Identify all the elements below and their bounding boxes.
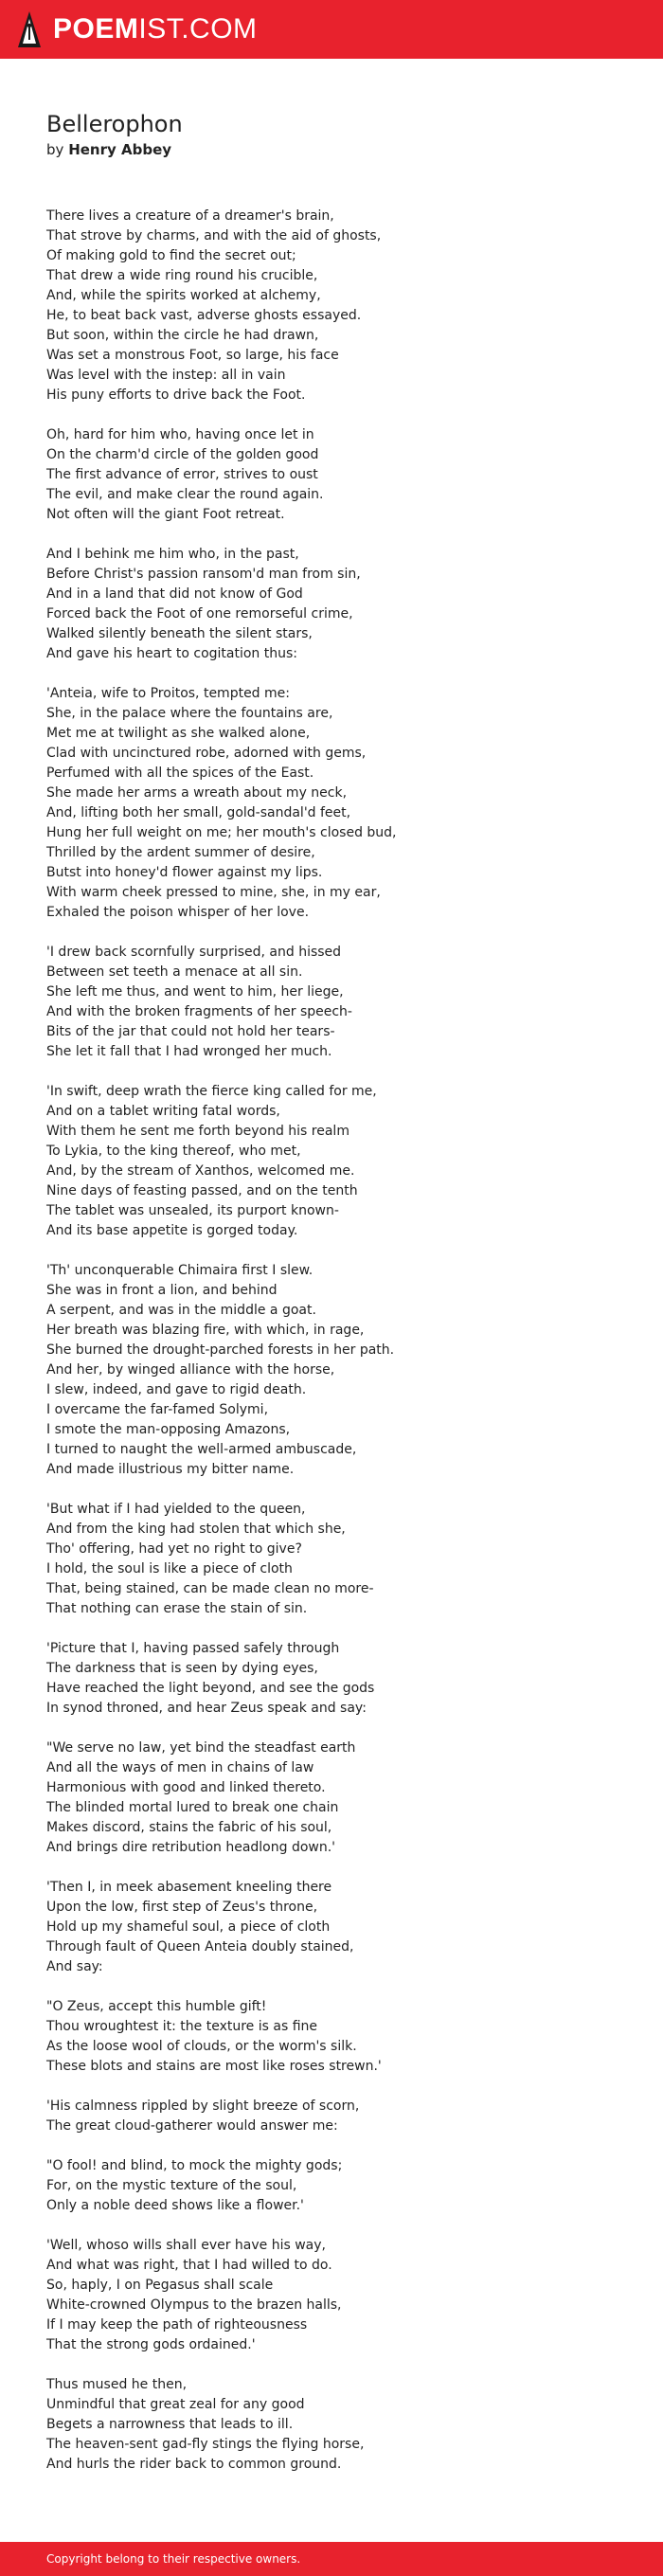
poem-line: With warm cheek pressed to mine, she, in my ear, [46, 885, 381, 900]
poem-line: Of making gold to find the secret out; [46, 248, 296, 263]
poem-line: In synod throned, and hear Zeus speak and say: [46, 1701, 367, 1716]
poem-line: She made her arms a wreath about my neck, [46, 785, 348, 801]
poem-line: As the loose wool of clouds, or the worm's silk. [46, 2039, 357, 2054]
poem-line: Perfumed with all the spices of the East. [46, 766, 314, 781]
poem-line: The evil, and make clear the round again. [46, 487, 324, 502]
poem-line: I slew, indeed, and gave to rigid death. [46, 1382, 307, 1397]
poem-line: I overcame the far-famed Solymi, [46, 1402, 269, 1417]
poem-line: With them he sent me forth beyond his realm [46, 1124, 349, 1139]
poem-line: Hold up my shameful soul, a piece of cloth [46, 1919, 331, 1935]
poem-line: And gave his heart to cogitation thus: [46, 646, 297, 661]
poem-stanza [46, 1878, 634, 1977]
poem-line: I hold, the soul is like a piece of cloth [46, 1561, 293, 1576]
poem-line: "We serve no law, yet bind the steadfast earth [46, 1740, 356, 1756]
poem-line: 'Then I, in meek abasement kneeling there [46, 1880, 332, 1895]
poem-line: She was in front a lion, and behind [46, 1283, 278, 1298]
poem-line: 'I drew back scornfully surprised, and hissed [46, 945, 342, 960]
poem-line: Was set a monstrous Foot, so large, his face [46, 348, 339, 363]
poem-line: White-crowned Olympus to the brazen halls, [46, 2297, 342, 2313]
poem-stanza [46, 425, 634, 525]
poem-line: Tho' offering, had yet no right to give? [46, 1541, 302, 1557]
poem-line: Walked silently beneath the silent stars, [46, 626, 313, 641]
site-header [0, 0, 663, 59]
poem-line: Upon the low, first step of Zeus's throne, [46, 1900, 318, 1915]
poem-stanza [46, 545, 634, 664]
poem-line: And on a tablet writing fatal words, [46, 1104, 280, 1119]
poem-line: "O Zeus, accept this humble gift! [46, 1999, 267, 2014]
poem-line: He, to beat back vast, adverse ghosts essayed. [46, 308, 362, 323]
poem-line: She, in the palace where the fountains are, [46, 706, 333, 721]
poem-line: And I behink me him who, in the past, [46, 547, 299, 562]
poem-line: Before Christ's passion ransom'd man from sin, [46, 567, 361, 582]
author-name[interactable]: Henry Abbey [68, 141, 172, 158]
poem-line: 'In swift, deep wrath the fierce king called for me, [46, 1084, 377, 1099]
poem-line: The darkness that is seen by dying eyes, [46, 1661, 318, 1676]
pen-nib-icon [17, 9, 42, 49]
poem-line: 'But what if I had yielded to the queen, [46, 1502, 306, 1517]
poem-line: She burned the drought-parched forests in her path. [46, 1342, 395, 1358]
poem-line: There lives a creature of a dreamer's brain, [46, 208, 334, 224]
poem-line: Was level with the instep: all in vain [46, 368, 286, 383]
poem-line: And with the broken fragments of her speech- [46, 1004, 352, 1019]
poem-line: And what was right, that I had willed to do. [46, 2258, 332, 2273]
poem-line: And made illustrious my bitter name. [46, 1462, 295, 1477]
poem-line: Harmonious with good and linked thereto. [46, 1780, 326, 1795]
poem-line: Not often will the giant Foot retreat. [46, 507, 285, 522]
poem-line: And, while the spirits worked at alchemy, [46, 288, 321, 303]
poem-line: 'Th' unconquerable Chimaira first I slew. [46, 1263, 314, 1278]
poem-line: That, being stained, can be made clean no more- [46, 1581, 374, 1596]
poem-line: Hung her full weight on me; her mouth's closed bud, [46, 825, 397, 840]
poem-stanza [46, 2097, 634, 2136]
poem-line: And say: [46, 1959, 103, 1974]
poem-title: Bellerophon [46, 111, 183, 137]
copyright-notice: Copyright belong to their respective owners. [46, 2552, 301, 2566]
poem-line: She let it fall that I had wronged her much. [46, 1044, 332, 1059]
poem-line: The first advance of error, strives to oust [46, 467, 318, 482]
poem-line: The heaven-sent gad-fly stings the flying horse, [46, 2437, 365, 2452]
poem-stanza [46, 1997, 634, 2077]
poem-line: That the strong gods ordained.' [46, 2337, 256, 2352]
poem-line: And, by the stream of Xanthos, welcomed me. [46, 1163, 355, 1179]
poem-line: 'Picture that I, having passed safely through [46, 1641, 340, 1656]
poem-line: And from the king had stolen that which she, [46, 1522, 346, 1537]
poem-stanza [46, 1082, 634, 1241]
poem-stanza [46, 943, 634, 1062]
poem-stanza [46, 1639, 634, 1719]
poem-line: Forced back the Foot of one remorseful crime, [46, 606, 353, 621]
poem-line: 'His calmness rippled by slight breeze of scorn, [46, 2099, 360, 2114]
poem-line: 'Well, whoso wills shall ever have his way, [46, 2238, 326, 2253]
poem-line: Only a noble deed shows like a flower.' [46, 2198, 304, 2213]
poem-line: To Lykia, to the king thereof, who met, [46, 1144, 301, 1159]
poem-line: So, haply, I on Pegasus shall scale [46, 2278, 274, 2293]
poem-byline [46, 140, 171, 159]
poem-line: 'Anteia, wife to Proitos, tempted me: [46, 686, 290, 701]
poem-line: The great cloud-gatherer would answer me: [46, 2118, 338, 2134]
poem-line: Thrilled by the ardent summer of desire, [46, 845, 315, 860]
poem-stanza [46, 207, 634, 405]
poem-line: Have reached the light beyond, and see the gods [46, 1681, 375, 1696]
poem-stanza [46, 1738, 634, 1858]
poem-line: Makes discord, stains the fabric of his soul, [46, 1820, 332, 1835]
poem-stanza [46, 1261, 634, 1480]
poem-line: Butst into honey'd flower against my lips. [46, 865, 323, 880]
poem-stanza [46, 684, 634, 923]
poem-line: Between set teeth a menace at all sin. [46, 964, 303, 980]
poem-stanza [46, 2375, 634, 2475]
poem-line: But soon, within the circle he had drawn, [46, 328, 319, 343]
poem-line: Exhaled the poison whisper of her love. [46, 905, 310, 920]
poem-line: And her, by winged alliance with the horse, [46, 1362, 335, 1378]
poem-line: That strove by charms, and with the aid of ghosts, [46, 228, 382, 243]
poem-line: "O fool! and blind, to mock the mighty gods; [46, 2158, 343, 2173]
poem-line: She left me thus, and went to him, her liege, [46, 984, 344, 1000]
poem-line: I turned to naught the well-armed ambuscade, [46, 1442, 357, 1457]
poem-line: If I may keep the path of righteousness [46, 2317, 308, 2333]
poem-line: The tablet was unsealed, its purport known- [46, 1203, 339, 1218]
poem-line: And brings dire retribution headlong down.' [46, 1840, 336, 1855]
poem-line: And, lifting both her small, gold-sandal'd feet, [46, 805, 351, 820]
site-footer [0, 2542, 663, 2576]
poem-line: Thou wroughtest it: the texture is as fine [46, 2019, 317, 2034]
poem-line: The blinded mortal lured to break one chain [46, 1800, 339, 1815]
site-logo[interactable] [17, 9, 258, 49]
logo-wordmark [53, 9, 258, 49]
poem-line: Thus mused he then, [46, 2377, 188, 2392]
poem-line: Nine days of feasting passed, and on the tenth [46, 1183, 358, 1198]
poem-line: That nothing can erase the stain of sin. [46, 1601, 308, 1616]
poem-stanza [46, 2236, 634, 2355]
logo-rest-text: IST.COM [138, 13, 258, 45]
poem-line: And hurls the rider back to common ground. [46, 2457, 342, 2472]
poem-stanza [46, 1500, 634, 1619]
poem-line: A serpent, and was in the middle a goat. [46, 1303, 316, 1318]
poem-line: Begets a narrowness that leads to ill. [46, 2417, 294, 2432]
by-label: by [46, 141, 64, 158]
logo-bold-text: POEM [53, 13, 139, 45]
poem-line: That drew a wide ring round his crucible, [46, 268, 318, 283]
poem-line: Through fault of Queen Anteia doubly stained, [46, 1939, 354, 1955]
poem-line: And all the ways of men in chains of law [46, 1760, 314, 1775]
poem-line: Bits of the jar that could not hold her tears- [46, 1024, 335, 1039]
poem-body [46, 207, 634, 2495]
poem-line: And in a land that did not know of God [46, 586, 303, 602]
poem-line: Her breath was blazing fire, with which, in rage, [46, 1323, 365, 1338]
poem-stanza [46, 2156, 634, 2216]
poem-line: These blots and stains are most like roses strewn.' [46, 2059, 382, 2074]
poem-line: Clad with uncinctured robe, adorned with gems, [46, 746, 367, 761]
poem-line: Oh, hard for him who, having once let in [46, 427, 314, 442]
poem-line: I smote the man-opposing Amazons, [46, 1422, 291, 1437]
poem-line: His puny efforts to drive back the Foot. [46, 387, 306, 403]
poem-line: And its base appetite is gorged today. [46, 1223, 298, 1238]
poem-line: Met me at twilight as she walked alone, [46, 726, 311, 741]
poem-line: Unmindful that great zeal for any good [46, 2397, 305, 2412]
poem-line: On the charm'd circle of the golden good [46, 447, 319, 462]
poem-line: For, on the mystic texture of the soul, [46, 2178, 297, 2193]
